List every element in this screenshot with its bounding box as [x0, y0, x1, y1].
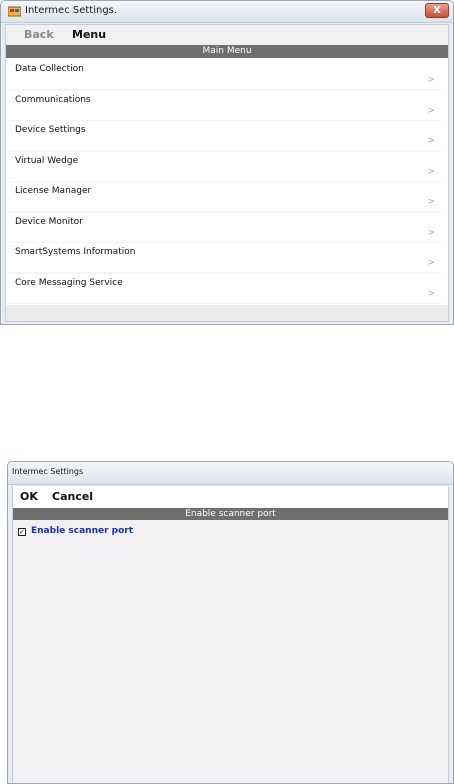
chevron-right-icon: >	[427, 197, 435, 207]
back-button[interactable]: Back	[24, 28, 54, 41]
list-item-label: Data Collection	[15, 64, 84, 74]
list-item-label: Device Monitor	[15, 216, 83, 227]
enable-scanner-port-window	[7, 461, 454, 784]
chevron-right-icon: >	[427, 258, 435, 268]
list-item-device-monitor[interactable]	[9, 213, 441, 242]
list-item-license-manager[interactable]	[9, 182, 441, 211]
list-item-label: Core Messaging Service	[15, 277, 123, 288]
list-item-core-messaging-service[interactable]	[9, 274, 441, 303]
list-item-device-settings[interactable]	[9, 121, 441, 150]
list-item-data-collection[interactable]	[9, 60, 441, 89]
title-bar	[1, 1, 453, 23]
list-item-communications[interactable]	[9, 91, 441, 120]
close-icon: X	[433, 5, 441, 16]
chevron-right-icon: >	[427, 288, 435, 299]
enable-scanner-port-checkbox[interactable]	[18, 528, 26, 536]
main-menu-list	[9, 60, 441, 304]
chevron-right-icon: >	[427, 136, 435, 146]
menu-bar	[13, 486, 448, 508]
ok-button[interactable]: OK	[20, 490, 38, 503]
chevron-right-icon: >	[427, 227, 435, 238]
client-area	[5, 24, 449, 322]
intermec-settings-app-icon	[8, 6, 21, 17]
bottom-panel	[6, 305, 448, 321]
close-button[interactable]	[425, 3, 449, 18]
section-header: Enable scanner port	[13, 508, 448, 520]
chevron-right-icon: >	[427, 105, 435, 116]
cancel-button[interactable]: Cancel	[52, 490, 94, 503]
list-item-label: Virtual Wedge	[15, 155, 79, 166]
checkbox-label[interactable]: Enable scanner port	[31, 526, 134, 536]
window-title: Intermec Settings	[12, 467, 84, 476]
list-item-virtual-wedge[interactable]	[9, 152, 441, 181]
enable-scanner-port-option[interactable]	[18, 526, 218, 540]
list-item-smartsystems-information[interactable]	[9, 243, 441, 272]
list-item-label: Communications	[15, 94, 91, 105]
client-area	[12, 486, 449, 784]
section-header: Main Menu	[6, 45, 448, 58]
main-menu-window	[0, 0, 454, 325]
checkmark-icon: ✓	[19, 528, 25, 536]
list-item-label: Device Settings	[15, 125, 86, 135]
list-item-label: SmartSystems Information	[15, 247, 136, 257]
window-title: Intermec Settings.	[25, 5, 118, 16]
chevron-right-icon: >	[427, 166, 435, 177]
chevron-right-icon: >	[427, 75, 435, 85]
title-bar	[8, 462, 453, 485]
menu-bar	[6, 25, 448, 45]
list-item-label: License Manager	[15, 186, 92, 196]
menu-button[interactable]: Menu	[72, 28, 107, 41]
